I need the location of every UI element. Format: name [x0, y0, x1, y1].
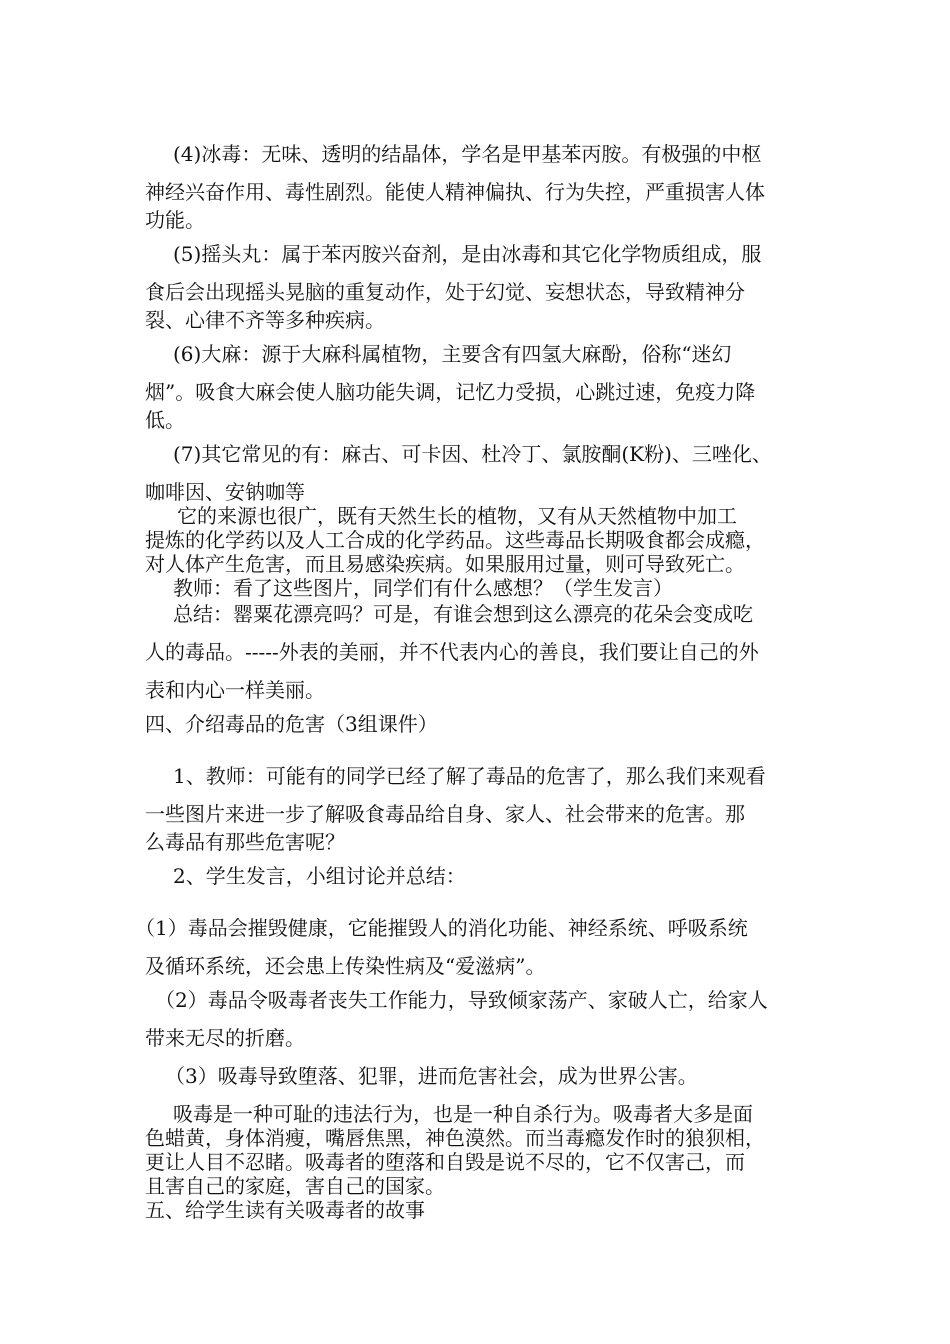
text-line: 带来无尽的折磨。	[145, 1026, 305, 1050]
text-line: 神经兴奋作用、毒性剧烈。能使人精神偏执、行为失控，严重损害人体	[145, 180, 765, 204]
text-line: 及循环系统，还会患上传染性病及“爱滋病”。	[145, 954, 546, 978]
text-line: 咖啡因、安钠咖等	[145, 480, 305, 504]
text-line: 吸毒是一种可耻的违法行为，也是一种自杀行为。吸毒者大多是面	[173, 1102, 753, 1126]
text-line: 表和内心一样美丽。	[145, 678, 325, 702]
text-line: 裂、心律不齐等多种疾病。	[145, 308, 385, 332]
text-line: 食后会出现摇头晃脑的重复动作，处于幻觉、妄想状态，导致精神分	[145, 280, 745, 304]
text-line: 提炼的化学药以及人工合成的化学药品。这些毒品长期吸食都会成瘾，	[145, 528, 765, 552]
text-line: 总结：罂粟花漂亮吗？可是，有谁会想到这么漂亮的花朵会变成吃	[173, 602, 753, 626]
text-line: 1、教师：可能有的同学已经了解了毒品的危害了，那么我们来观看	[173, 764, 766, 788]
text-line: （3）吸毒导致堕落、犯罪，进而危害社会，成为世界公害。	[165, 1064, 698, 1088]
text-line: 对人体产生危害，而且易感染疾病。如果服用过量，则可导致死亡。	[145, 552, 745, 576]
text-line: （2）毒品令吸毒者丧失工作能力，导致倾家荡产、家破人亡，给家人	[155, 988, 768, 1012]
text-line: 更让人目不忍睹。吸毒者的堕落和自毁是说不尽的，它不仅害己，而	[145, 1150, 745, 1174]
text-line: 色蜡黄，身体消瘦，嘴唇焦黑，神色漠然。而当毒瘾发作时的狼狈相，	[145, 1126, 765, 1150]
text-line: 低。	[145, 408, 185, 432]
text-line: 五、给学生读有关吸毒者的故事	[145, 1198, 425, 1222]
text-line: 烟”。吸食大麻会使人脑功能失调，记忆力受损，心跳过速，免疫力降	[145, 380, 756, 404]
text-line: (4)冰毒：无味、透明的结晶体，学名是甲基苯丙胺。有极强的中枢	[173, 142, 762, 166]
text-line: 四、介绍毒品的危害（3组课件）	[145, 712, 438, 736]
text-line: (6)大麻：源于大麻科属植物，主要含有四氢大麻酚，俗称“迷幻	[173, 342, 732, 366]
text-line: (7)其它常见的有：麻古、可卡因、杜冷丁、氯胺酮(K粉)、三唑化、	[173, 442, 772, 466]
text-line: 人的毒品。-----外表的美丽，并不代表内心的善良，我们要让自己的外	[145, 640, 759, 664]
text-line: 教师：看了这些图片，同学们有什么感想？（学生发言）	[173, 576, 673, 600]
text-line: （1）毒品会摧毁健康，它能摧毁人的消化功能、神经系统、呼吸系统	[135, 916, 748, 940]
text-line: 一些图片来进一步了解吸食毒品给自身、家人、社会带来的危害。那	[145, 802, 745, 826]
document-body	[135, 0, 815, 1344]
text-line: 么毒品有那些危害呢？	[145, 830, 345, 854]
text-line: 2、学生发言，小组讨论并总结：	[173, 864, 466, 888]
text-line: (5)摇头丸：属于苯丙胺兴奋剂，是由冰毒和其它化学物质组成，服	[173, 242, 762, 266]
text-line: 功能。	[145, 208, 205, 232]
text-line: 它的来源也很广，既有天然生长的植物，又有从天然植物中加工	[177, 504, 737, 528]
text-line: 且害自己的家庭，害自己的国家。	[145, 1174, 445, 1198]
